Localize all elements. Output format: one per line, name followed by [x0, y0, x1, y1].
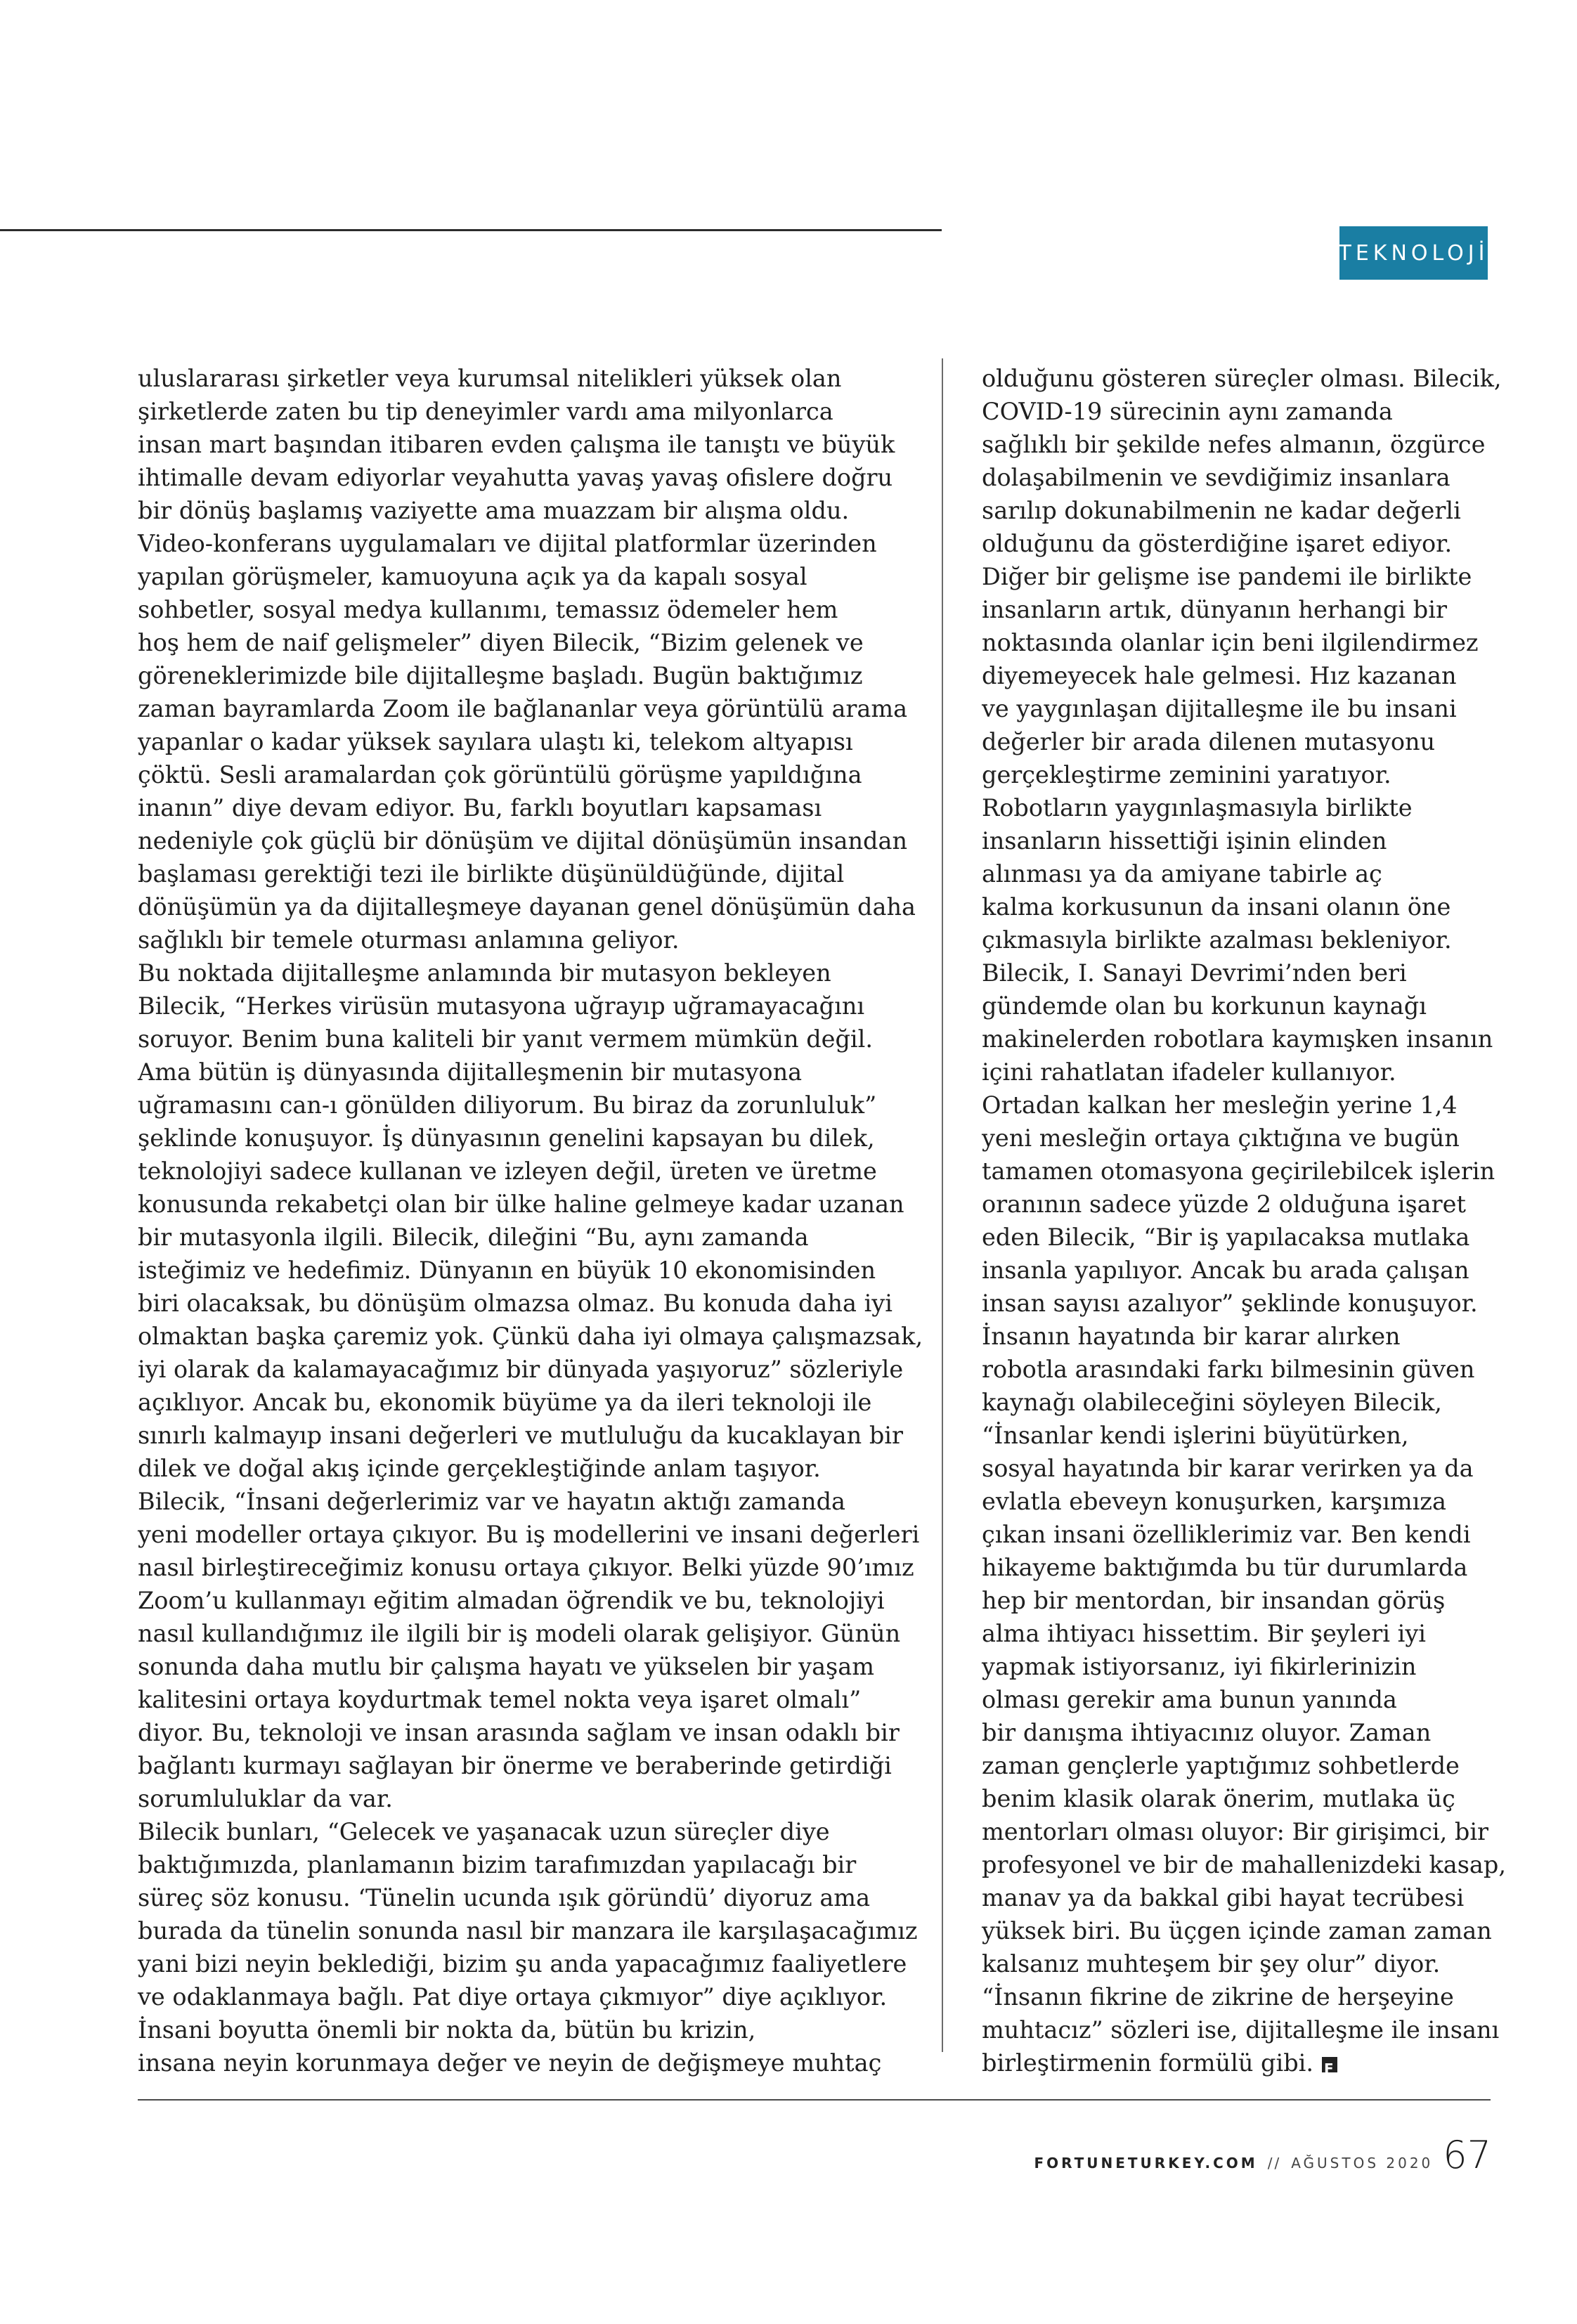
text-line: uluslararası şirketler veya kurumsal nitelikleri yüksek olan	[138, 365, 842, 392]
text-line: yapmak istiyorsanız, iyi fikirlerinizin	[982, 1653, 1417, 1680]
text-line: alma ihtiyacı hissettim. Bir şeyleri iyi	[982, 1620, 1426, 1647]
left-column	[138, 362, 923, 2079]
text-line: Bu noktada dijitalleşme anlamında bir mutasyon bekleyen	[138, 959, 831, 987]
text-line: dönüşümün ya da dijitalleşmeye dayanan genel dönüşümün daha	[138, 893, 916, 921]
text-line: olması gerekir ama bunun yanında	[982, 1686, 1397, 1713]
text-line: ve yaygınlaşan dijitalleşme ile bu insani	[982, 695, 1457, 722]
text-line: hoş hem de naif gelişmeler” diyen Bilecik, “Bizim gelenek ve	[138, 629, 864, 656]
text-line: göreneklerimizde bile dijitalleşme başladı. Bugün baktığımız	[138, 662, 863, 689]
text-line: yapanlar o kadar yüksek sayılara ulaştı ki, telekom altyapısı	[138, 728, 853, 755]
text-line: Ama bütün iş dünyasında dijitalleşmenin bir mutasyona	[138, 1058, 803, 1086]
text-line: burada da tünelin sonunda nasıl bir manzara ile karşılaşacağımız	[138, 1917, 918, 1945]
footer-site: FORTUNETURKEY.COM	[1034, 2155, 1258, 2172]
text-line: yapılan görüşmeler, kamuoyuna açık ya da kapalı sosyal	[138, 563, 807, 590]
text-line: sorumluluklar da var.	[138, 1785, 393, 1812]
text-line: insan mart başından itibaren evden çalışma ile tanıştı ve büyük	[138, 431, 895, 458]
text-line: “İnsanın fikrine de zikrine de herşeyine	[982, 1983, 1454, 2011]
text-line: Bilecik, “İnsani değerlerimiz var ve hayatın aktığı zamanda	[138, 1488, 845, 1515]
text-line: çıkmasıyla birlikte azalması bekleniyor.	[982, 926, 1452, 954]
right-column	[982, 362, 1506, 2079]
text-line: makinelerden robotlara kaymışken insanın	[982, 1025, 1493, 1053]
text-line: diyor. Bu, teknoloji ve insan arasında sağlam ve insan odaklı bir	[138, 1719, 900, 1746]
text-line: profesyonel ve bir de mahallenizdeki kasap,	[982, 1851, 1506, 1878]
text-line: insanların artık, dünyanın herhangi bir	[982, 596, 1447, 623]
text-line: evlatla ebeveyn konuşurken, karşımıza	[982, 1488, 1446, 1515]
text-line: Diğer bir gelişme ise pandemi ile birlikte	[982, 563, 1472, 590]
column-divider	[942, 358, 943, 2052]
text-line: nasıl birleştireceğimiz konusu ortaya çıkıyor. Belki yüzde 90’ımız	[138, 1554, 914, 1581]
text-line: sohbetler, sosyal medya kullanımı, temassız ödemeler hem	[138, 596, 838, 623]
text-line: biri olacaksak, bu dönüşüm olmazsa olmaz. Bu konuda daha iyi	[138, 1290, 893, 1317]
text-line: tamamen otomasyona geçirilebilcek işlerin	[982, 1157, 1495, 1185]
text-line: zaman bayramlarda Zoom ile bağlananlar veya görüntülü arama	[138, 695, 908, 722]
text-line: noktasında olanlar için beni ilgilendirmez	[982, 629, 1479, 656]
footer-separator: //	[1267, 2155, 1282, 2172]
text-line: Bilecik bunları, “Gelecek ve yaşanacak uzun süreçler diye	[138, 1818, 830, 1845]
text-line: kaynağı olabileceğini söyleyen Bilecik,	[982, 1389, 1442, 1416]
paragraph	[138, 2013, 882, 2079]
text-line: uğramasını can-ı gönülden diliyorum. Bu biraz da zorunluluk”	[138, 1091, 877, 1119]
text-line: olduğunu gösteren süreçler olması. Bilecik,	[982, 365, 1502, 392]
text-line: insan sayısı azalıyor” şeklinde konuşuyor.	[982, 1290, 1478, 1317]
paragraph	[138, 956, 923, 1485]
text-line: COVID-19 sürecinin aynı zamanda	[982, 398, 1393, 425]
text-line: süreç söz konusu. ‘Tünelin ucunda ışık göründü’ diyoruz ama	[138, 1884, 871, 1911]
text-line: değerler bir arada dilenen mutasyonu	[982, 728, 1436, 755]
text-line: çıkan insani özelliklerimiz var. Ben kendi	[982, 1521, 1471, 1548]
text-line: dilek ve doğal akış içinde gerçekleştiğinde anlam taşıyor.	[138, 1455, 821, 1482]
text-line: Ortadan kalkan her mesleğin yerine 1,4	[982, 1091, 1458, 1119]
text-line: ve odaklanmaya bağlı. Pat diye ortaya çıkmıyor” diye açıklıyor.	[138, 1983, 888, 2011]
text-line: sağlıklı bir şekilde nefes almanın, özgürce	[982, 431, 1486, 458]
end-mark-icon	[1322, 2057, 1337, 2072]
paragraph	[138, 362, 916, 956]
text-line: İnsani boyutta önemli bir nokta da, bütün bu krizin,	[138, 2016, 756, 2044]
text-line: çöktü. Sesli aramalardan çok görüntülü görüşme yapıldığına	[138, 761, 862, 788]
text-line: benim klasik olarak önerim, mutlaka üç	[982, 1785, 1455, 1812]
paragraph	[138, 1485, 920, 1815]
text-line: alınması ya da amiyane tabirle aç	[982, 860, 1382, 888]
text-line: yüksek biri. Bu üçgen içinde zaman zaman	[982, 1917, 1492, 1945]
text-line: olmaktan başka çaremiz yok. Çünkü daha iyi olmaya çalışmazsak,	[138, 1323, 923, 1350]
paragraph	[982, 362, 1502, 791]
text-line: sonunda daha mutlu bir çalışma hayatı ve yükselen bir yaşam	[138, 1653, 874, 1680]
text-line: yani bizi neyin beklediği, bizim şu anda yapacağımız faaliyetlere	[138, 1950, 907, 1978]
text-line: eden Bilecik, “Bir iş yapılacaksa mutlaka	[982, 1223, 1470, 1251]
text-line: Robotların yaygınlaşmasıyla birlikte	[982, 794, 1413, 822]
footer-date: AĞUSTOS 2020	[1291, 2155, 1434, 2172]
text-line: isteğimiz ve hedefimiz. Dünyanın en büyük 10 ekonomisinden	[138, 1257, 876, 1284]
text-line: ihtimalle devam ediyorlar veyahutta yavaş yavaş ofislere doğru	[138, 464, 893, 491]
text-line: iyi olarak da kalamayacağımız bir dünyada yaşıyoruz” sözleriyle	[138, 1356, 904, 1383]
text-line: konusunda rekabetçi olan bir ülke haline gelmeye kadar uzanan	[138, 1190, 904, 1218]
text-line: insanların hissettiği işinin elinden	[982, 827, 1387, 855]
text-line: bir mutasyonla ilgili. Bilecik, dileğini “Bu, aynı zamanda	[138, 1223, 809, 1251]
text-line: başlaması gerektiği tezi ile birlikte düşünüldüğünde, dijital	[138, 860, 845, 888]
text-line: mentorları olması oluyor: Bir girişimci, bir	[982, 1818, 1489, 1845]
text-line: Video-konferans uygulamaları ve dijital platformlar üzerinden	[138, 530, 877, 557]
text-line: yeni modeller ortaya çıkıyor. Bu iş modellerini ve insani değerleri	[138, 1521, 920, 1548]
text-line: dolaşabilmenin ve sevdiğimiz insanlara	[982, 464, 1451, 491]
text-line: gerçekleştirme zeminini yaratıyor.	[982, 761, 1391, 788]
text-line: hep bir mentordan, bir insandan görüş	[982, 1587, 1446, 1614]
text-line: muhtacız” sözleri ise, dijitalleşme ile insanı	[982, 2016, 1500, 2044]
text-line: Zoom’u kullanmayı eğitim almadan öğrendik ve bu, teknolojiyi	[138, 1587, 885, 1614]
text-line: olduğunu da gösterdiğine işaret ediyor.	[982, 530, 1453, 557]
text-line: birleştirmenin formülü gibi.F	[982, 2046, 1495, 2079]
text-line: soruyor. Benim buna kaliteli bir yanıt vermem mümkün değil.	[138, 1025, 873, 1053]
paragraph	[982, 791, 1495, 1320]
text-line: şirketlerde zaten bu tip deneyimler vardı ama milyonlarca	[138, 398, 833, 425]
text-line: kalsanız muhteşem bir şey olur” diyor.	[982, 1950, 1441, 1978]
text-line: kalitesini ortaya koydurtmak temel nokta veya işaret olmalı”	[138, 1686, 862, 1713]
text-line: Bilecik, I. Sanayi Devrimi’nden beri	[982, 959, 1407, 987]
page-number: 67	[1443, 2133, 1491, 2177]
text-line: baktığımızda, planlamanın bizim tarafımızdan yapılacağı bir	[138, 1851, 857, 1878]
text-line: Bilecik, “Herkes virüsün mutasyona uğrayıp uğramayacağını	[138, 992, 865, 1020]
text-line: insana neyin korunmaya değer ve neyin de değişmeye muhtaç	[138, 2049, 882, 2077]
bottom-rule	[138, 2099, 1491, 2101]
text-line: “İnsanlar kendi işlerini büyütürken,	[982, 1422, 1409, 1449]
paragraph	[138, 1815, 918, 2013]
text-line: kalma korkusunun da insani olanın öne	[982, 893, 1451, 921]
text-line: açıklıyor. Ancak bu, ekonomik büyüme ya da ileri teknoloji ile	[138, 1389, 872, 1416]
text-line: sağlıklı bir temele oturması anlamına geliyor.	[138, 926, 680, 954]
text-line: bir dönüş başlamış vaziyette ama muazzam bir alışma oldu.	[138, 497, 850, 524]
text-line: robotla arasındaki farkı bilmesinin güven	[982, 1356, 1475, 1383]
text-line: zaman gençlerle yaptığımız sohbetlerde	[982, 1752, 1460, 1779]
text-line: sosyal hayatında bir karar verirken ya da	[982, 1455, 1474, 1482]
section-tag: TEKNOLOJİ	[1339, 226, 1488, 280]
text-line: nedeniyle çok güçlü bir dönüşüm ve dijital dönüşümün insandan	[138, 827, 908, 855]
text-line: hikayeme baktığımda bu tür durumlarda	[982, 1554, 1468, 1581]
text-line: insanla yapılıyor. Ancak bu arada çalışan	[982, 1257, 1469, 1284]
text-line: inanın” diye devam ediyor. Bu, farklı boyutları kapsaması	[138, 794, 822, 822]
paragraph	[982, 1320, 1506, 2079]
text-line: sınırlı kalmayıp insani değerleri ve mutluluğu da kucaklayan bir	[138, 1422, 904, 1449]
text-line: nasıl kullandığımız ile ilgili bir iş modeli olarak gelişiyor. Günün	[138, 1620, 901, 1647]
text-line: bir danışma ihtiyacınız oluyor. Zaman	[982, 1719, 1432, 1746]
text-line: sarılıp dokunabilmenin ne kadar değerli	[982, 497, 1461, 524]
text-line: içini rahatlatan ifadeler kullanıyor.	[982, 1058, 1396, 1086]
text-line: gündemde olan bu korkunun kaynağı	[982, 992, 1427, 1020]
text-line: yeni mesleğin ortaya çıktığına ve bugün	[982, 1124, 1460, 1152]
text-line: teknolojiyi sadece kullanan ve izleyen değil, üreten ve üretme	[138, 1157, 877, 1185]
text-line: şeklinde konuşuyor. İş dünyasının genelini kapsayan bu dilek,	[138, 1124, 875, 1152]
text-line: İnsanın hayatında bir karar alırken	[982, 1323, 1401, 1350]
text-line: manav ya da bakkal gibi hayat tecrübesi	[982, 1884, 1465, 1911]
text-line: diyemeyecek hale gelmesi. Hız kazanan	[982, 662, 1457, 689]
text-line: bağlantı kurmayı sağlayan bir önerme ve beraberinde getirdiği	[138, 1752, 892, 1779]
text-line: oranının sadece yüzde 2 olduğuna işaret	[982, 1190, 1466, 1218]
top-rule	[0, 229, 942, 231]
page-footer	[1034, 2133, 1491, 2177]
